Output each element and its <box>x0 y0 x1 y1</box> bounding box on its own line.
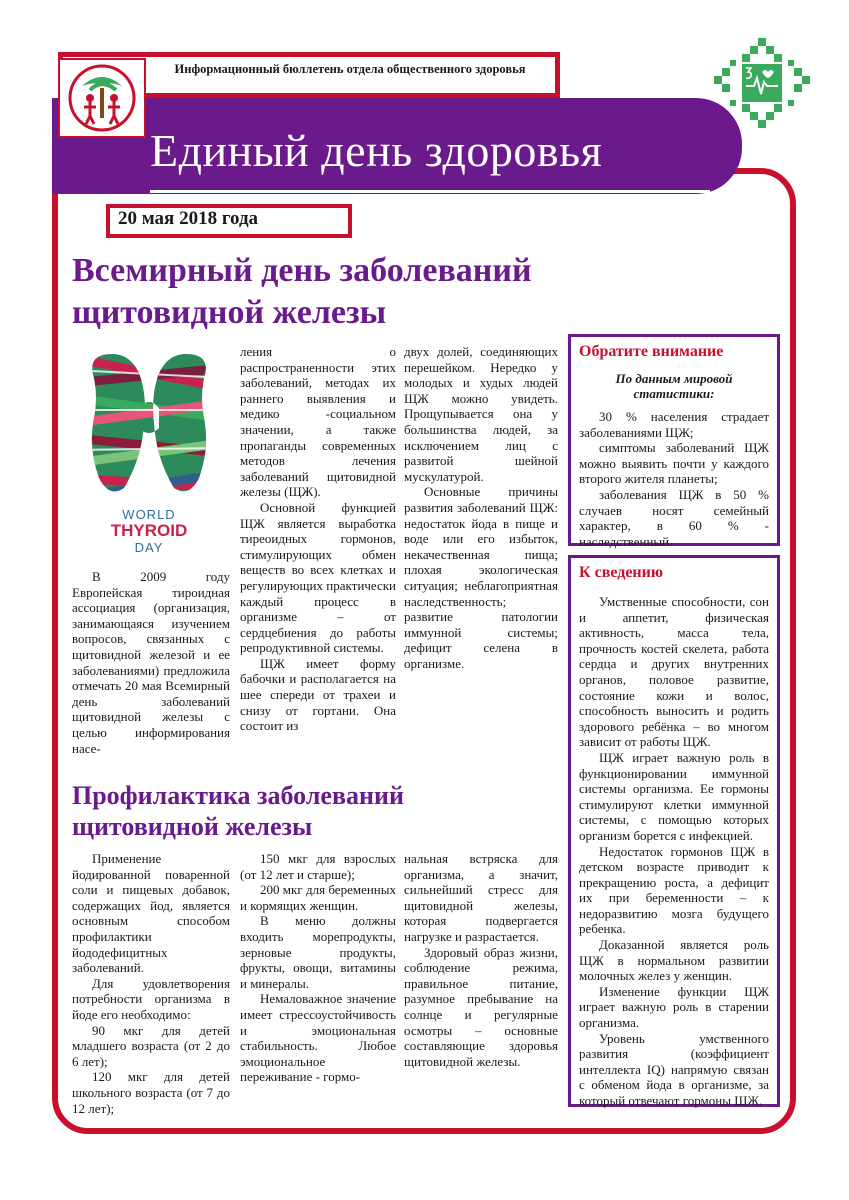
section1-column-1 <box>72 569 230 756</box>
attention-list <box>579 409 769 549</box>
section2-col1-p4: 120 мкг для детей школьного возраста (от 7 до 12 лет); <box>72 1069 230 1116</box>
section2-col1-p2: Для удовлетворения потребности организма в йоде его необходимо: <box>72 975 230 1022</box>
attention-item: 30 % населения страдает заболеваниями ЩЖ; <box>579 409 769 440</box>
health-logo-icon <box>60 60 144 136</box>
thyroid-label-thyroid: THYROID <box>110 521 188 540</box>
section1-col3-p2: Основные причины развития заболеваний ЩЖ: недостаток йода в пище и воде или его избыток, некачественная пища; плохая экологическая ситуация; неблагоприятная наследственность; развитие патологии иммунной системы; дефицит селена в организме. <box>404 484 558 671</box>
section2-col2-p4: Немаловажное значение имеет стрессоустойчивость и эмоциональная стабильность. Любое эмоциональное переживание - гормо- <box>240 991 396 1085</box>
info-paragraph: Изменение функции ЩЖ играет важную роль в старении организма. <box>579 983 769 1031</box>
section2-col3-p1: нальная встряска для организма, а значит, сильнейший стресс для щитовидной железы, которая подвергается нагрузке и разрастается. <box>404 851 558 944</box>
section1-col1-text: В 2009 году Европейская тироидная ассоциация (организация, занимающаяся изучением вопросов, связанных с щитовидной железой и ее заболеваниями) предложила отмечать 20 мая Всемирный день заболеваний щитовидной железы с целью информирования насе- <box>72 569 230 756</box>
section2-col2-p3: В меню должны входить морепродукты, зерновые продукты, фрукты, овощи, витамины и минералы. <box>240 913 396 991</box>
ornament-logo <box>714 38 810 128</box>
attention-subheading: По данным мировой статистики: <box>615 371 733 401</box>
section1-col2-p3: ЩЖ имеет форму бабочки и располагается на шее спереди от трахеи и снизу от гортани. Она состоит из <box>240 655 396 734</box>
section2-column-1 <box>72 851 230 1116</box>
info-heading: К сведению <box>579 564 664 581</box>
info-paragraph: Недостаток гормонов ЩЖ в детском возрасте приводит к прекращению роста, а дефицит их при беременности – к недоразвитию мозга будущего ребенка. <box>579 843 769 937</box>
section2-col1-p3: 90 мкг для детей младшего возраста (от 2 до 6 лет); <box>72 1022 230 1069</box>
thyroid-butterfly-icon <box>84 348 214 498</box>
info-paragraph: Доказанной является роль ЩЖ в нормальном развитии молочных желез у женщин. <box>579 937 769 984</box>
page-title: Единый день здоровья <box>150 125 603 176</box>
issue-date: 20 мая 2018 года <box>118 208 259 229</box>
attention-heading: Обратите внимание <box>579 343 724 360</box>
thyroid-day-image <box>84 348 214 558</box>
section2-column-3 <box>404 851 558 1069</box>
header-underline <box>150 190 710 193</box>
attention-item: симптомы заболеваний ЩЖ можно выявить почти у каждого второго жителя планеты; <box>579 440 769 487</box>
attention-box <box>568 334 780 549</box>
section2-col3-p2: Здоровый образ жизни, соблюдение режима, правильное питание, разумное пребывание на солнце и регулярные осмотры – основные составляющие здоровья щитовидной железы. <box>404 944 558 1069</box>
thyroid-label-world: WORLD <box>122 507 176 522</box>
info-paragraph: ЩЖ играет важную роль в функционировании иммунной системы организма. Ее гормоны стимулируют клетки иммунной системы, с помощью которых организм борется с инфекцией. <box>579 749 769 843</box>
section1-col3-p1: двух долей, соединяющих перешейком. Нередко у молодых и худых людей ЩЖ можно увидеть. Прощупывается она у большинства людей, за исключением лиц с развитой шейной мускулатурой. <box>404 344 558 484</box>
section1-column-2 <box>240 344 396 734</box>
section2-col2-p1: 150 мкг для взрослых (от 12 лет и старше); <box>240 851 396 882</box>
section2-column-2 <box>240 851 396 1085</box>
ornament-logo-icon <box>714 38 810 128</box>
attention-item: заболевания ЩЖ в 50 % случаев носят семейный характер, в 60 % - наследственный. <box>579 486 769 549</box>
section2-col1-p1: Применение йодированной поваренной соли и пищевых добавок, содержащих йод, является основным способом профилактики йододефицитных заболеваний. <box>72 851 230 976</box>
section1-heading: Всемирный день заболеваний щитовидной железы <box>72 252 532 331</box>
health-logo <box>58 58 146 138</box>
section1-column-3 <box>404 344 558 671</box>
info-paragraph: Умственные способности, сон и аппетит, физическая активность, масса тела, прочность костей скелета, работа сердца и других внутренних органов, половое развитие, состояние кожи и волос, способность выносить и родить здорового ребёнка – во многом зависит от работы ЩЖ. <box>579 594 769 750</box>
section2-col2-p2: 200 мкг для беременных и кормящих женщин. <box>240 882 396 913</box>
info-text <box>579 594 769 1109</box>
section2-heading: Профилактика заболеваний щитовидной железы <box>72 781 404 841</box>
section1-col2-p2: Основной функцией ЩЖ является выработка тиреоидных гормонов, стимулирующих обмен веществ во всех клетках и регулирующих практически каждый процесс в организме – от сердцебиения до работы репродуктивной системы. <box>240 499 396 656</box>
thyroid-label-day: DAY <box>134 540 164 555</box>
info-paragraph: Уровень умственного развития (коэффициент интеллекта IQ) напрямую связан с обменом йода в организме, за который отвечают гормоны ШЖ. <box>579 1030 769 1108</box>
info-box <box>568 555 780 1107</box>
section1-col2-p1: ления о распространенности этих заболеваний, методах их раннего выявления и медико -социальном значении, а также пропаганды современных методов лечения заболеваний щитовидной железы (ЩЖ). <box>240 344 396 500</box>
bulletin-text: Информационный бюллетень отдела общественного здоровья <box>174 62 526 76</box>
